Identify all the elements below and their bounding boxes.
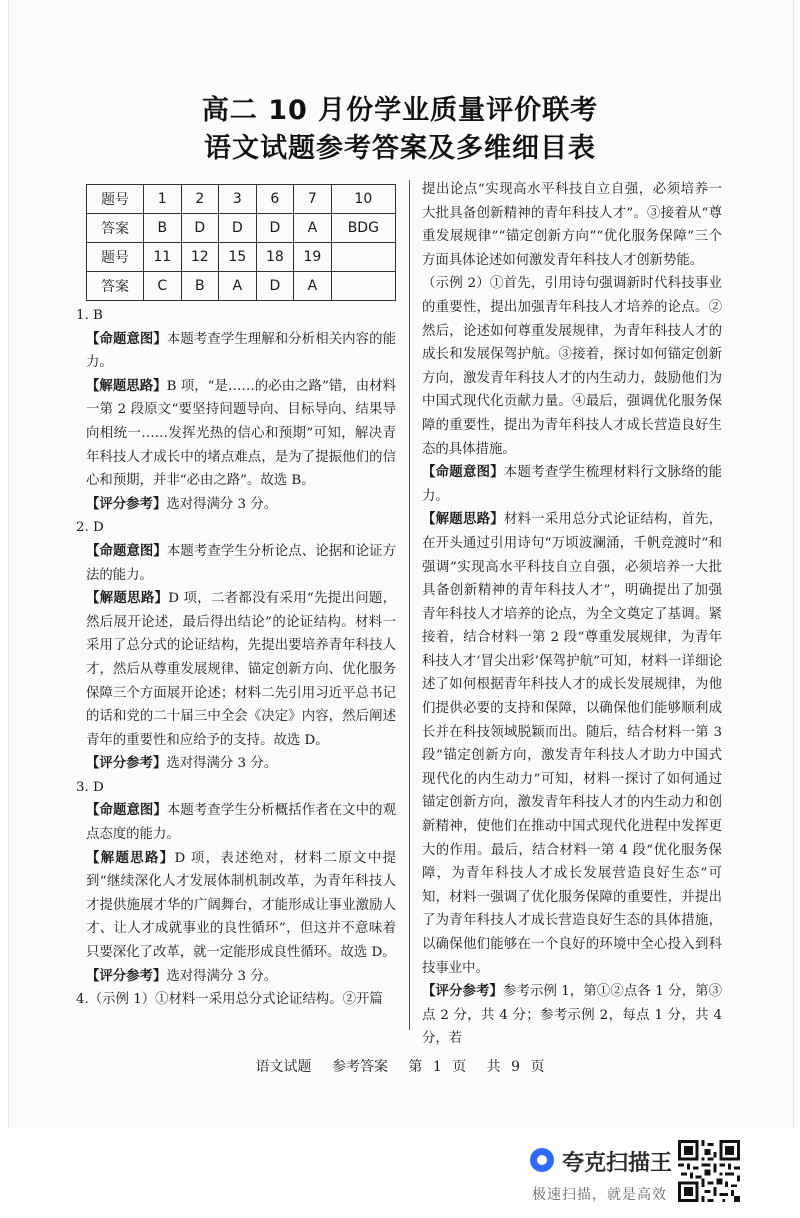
- answer-table-cell: B: [181, 272, 219, 301]
- paragraph-text: 参考示例 1，第①②点各 1 分，第③点 2 分，共 4 分；参考示例 2，每点 1 分，共 4 分，若: [422, 984, 723, 1047]
- answer-table-cell: 6: [256, 185, 294, 214]
- section-tag: 【解题思路】: [422, 511, 504, 528]
- answer-table-cell: 18: [256, 243, 294, 272]
- answer-table-cell: D: [181, 214, 219, 243]
- section-tag: 【解题思路】: [86, 590, 169, 607]
- paragraph-text: D 项，二者都没有采用“先提出问题，然后展开论述，最后得出结论”的论证结构。材料一采用了总分式的论证结构，先提出要培养青年科技人才，然后从尊重发展规律、锚定创新方向、优化服务保障三个方面展开论述；材料二先引用习近平总书记的话和党的二十届三中全会《决定》内容，然后阐述青年的重要性和应给予的支持。故选 D。: [86, 591, 397, 748]
- answer-table-row: [87, 185, 396, 214]
- paragraph: [86, 493, 396, 517]
- section-tag: 【命题意图】: [422, 464, 504, 481]
- answer-table-cell: B: [144, 214, 182, 243]
- section-tag: 【解题思路】: [86, 849, 175, 866]
- section-tag: 【评分参考】: [86, 967, 167, 984]
- footer-page: 第 1 页: [408, 1059, 467, 1075]
- paragraph: [422, 272, 722, 461]
- paragraph-text: 材料一采用总分式论证结构，首先，在开头通过引用诗句“万顷波澜涌，千帆竞渡时”和强调“实现高水平科技自立自强，必须培养一大批具备创新精神的青年科技人才”，明确提出了加强青年科技人才培养的论点，为全文奠定了基调。紧接着，结合材料一第 2 段“尊重发展规律，为青年科技人才‘冒尖出彩’保驾护航”可知，材料一详细论述了如何根据青年科技人才的成长发展规律，为他们提供必要的支持和保障，以确保他们能够顺利成长并在科技领域脱颖而出。随后，结合材料一第 3 段“锚定创新方向，激发青年科技人才助力中国式现代化的内生动力”可知，材料一探讨了如何通过锚定创新方向，激发青年科技人才的内生动力和创新精神，使他们在推动中国式现代化进程中发挥更大的作用。最后，结合材料一第 4 段“优化服务保障，为青年科技人才成长发展营造良好生态”可知，材料一强调了优化服务保障的重要性，并提出了为青年科技人才成长营造良好生态的具体措施，以确保他们能够在一个良好的环境中全心投入到科技事业中。: [422, 512, 723, 976]
- paragraph-text: 选对得满分 3 分。: [166, 756, 278, 772]
- column-divider: [409, 180, 410, 1030]
- section-tag: 【评分参考】: [422, 983, 503, 1000]
- section-tag: 【命题意图】: [86, 330, 167, 347]
- answer-table-cell: 15: [219, 243, 257, 272]
- page-footer: [0, 1056, 800, 1076]
- answer-table-cell: A: [294, 272, 332, 301]
- answer-table-cell: 11: [144, 243, 182, 272]
- paragraph: [86, 375, 396, 493]
- page-subtitle: 语文试题参考答案及多维细目表: [204, 133, 596, 164]
- paragraph: [86, 328, 396, 375]
- section-tag: 【命题意图】: [86, 542, 167, 559]
- answer-table-cell: 12: [181, 243, 219, 272]
- paragraph-text: 本题考查学生梳理材料行文脉络的能力。: [422, 465, 723, 504]
- answer-table: [86, 184, 396, 301]
- paragraph: [422, 461, 722, 508]
- section-tag: 【解题思路】: [86, 377, 167, 394]
- paragraph: [86, 965, 396, 989]
- answer-table-cell: A: [294, 214, 332, 243]
- paragraph-text: 本题考查学生分析概括作者在文中的观点态度的能力。: [86, 803, 397, 843]
- answer-table-cell: 19: [294, 243, 332, 272]
- page-title: 高二 10 月份学业质量评价联考: [201, 95, 599, 126]
- paragraph-text: D 项，表述绝对，材料二原文中提到“继续深化人才发展体制机制改革，为青年科技人才提供施展才华的广阔舞台，才能形成让事业激励人才、让人才成就事业的良性循环”，但这并不意味着只要深化了改革，就一定能形成良性循环。故选 D。: [86, 850, 396, 961]
- answer-table-cell: 3: [219, 185, 257, 214]
- paragraph: [422, 178, 722, 272]
- paragraph: [86, 540, 396, 587]
- right-text: [422, 178, 722, 1051]
- qr-code-icon: [678, 1140, 740, 1202]
- answer-table-cell: 10: [331, 185, 395, 214]
- answer-table-row: [87, 214, 396, 243]
- paragraph: [86, 587, 396, 752]
- section-tag: 【命题意图】: [86, 802, 167, 819]
- right-column: [422, 178, 722, 1051]
- paragraph-text: 本题考查学生分析论点、论据和论证方法的能力。: [86, 543, 397, 583]
- answer-table-cell: 1: [144, 185, 182, 214]
- answer-table-header-cell: 题号: [87, 243, 144, 272]
- answer-table-header-cell: 答案: [87, 214, 144, 243]
- answer-table-cell: D: [219, 214, 257, 243]
- paragraph: [422, 980, 722, 1051]
- answer-table-cell: D: [256, 214, 294, 243]
- scanner-slogan: 极速扫描，就是高效: [532, 1187, 667, 1203]
- answer-table-cell: [331, 272, 395, 301]
- scanner-brand: 夸克扫描王: [562, 1151, 673, 1176]
- paragraph-text: 选对得满分 3 分。: [166, 968, 278, 984]
- footer-subject: 语文试题: [255, 1059, 312, 1075]
- footer-doc: 参考答案: [331, 1059, 388, 1075]
- answer-table-header-cell: 答案: [87, 272, 144, 301]
- answer-table-cell: 7: [294, 185, 332, 214]
- section-tag: 【评分参考】: [86, 495, 167, 512]
- footer-total: 共 9 页: [486, 1059, 545, 1075]
- left-text: [76, 304, 397, 1012]
- paragraph: [86, 799, 396, 846]
- question-number: 3. D: [76, 779, 104, 795]
- answer-table-cell: BDG: [331, 214, 395, 243]
- left-column: [76, 184, 397, 1012]
- paragraph-text: 本题考查学生理解和分析相关内容的能力。: [86, 331, 397, 371]
- paragraph-text: （示例 2）①首先，引用诗句强调新时代科技事业的重要性，提出加强青年科技人才培养的论点。②然后，论述如何尊重发展规律，为青年科技人才的成长和发展保驾护航。③接着，探讨如何锚定创新方向，激发青年科技人才的内生动力，鼓励他们为中国式现代化贡献力量。④最后，强调优化服务保障的重要性，提出为青年科技人才成长营造良好生态的具体措施。: [422, 276, 722, 457]
- paragraph: [86, 847, 396, 965]
- answer-table-cell: C: [144, 272, 182, 301]
- answer-table-cell: D: [256, 272, 294, 301]
- paragraph-text: B 项，“是……的必由之路”错，由材料一第 2 段原文“要坚持问题导向、目标导向、结果导向相统一……发挥光热的信心和预期”可知，解决青年科技人才成长中的堵点难点，是为了提振他们的信心和预期，并非“必由之路”。故选 B。: [86, 378, 396, 489]
- section-tag: 【评分参考】: [86, 755, 167, 772]
- answer-table-cell: [331, 243, 395, 272]
- paragraph-text: 提出论点“实现高水平科技自立自强，必须培养一大批具备创新精神的青年科技人才”。③接着从“尊重发展规律”“锚定创新方向”“优化服务保障”三个方面具体论述如何激发青年科技人才创新势能。: [422, 182, 722, 268]
- paragraph: [422, 508, 722, 980]
- answer-table-header-cell: 题号: [87, 185, 144, 214]
- question-number: 2. D: [76, 520, 104, 536]
- answer-table-row: [87, 272, 396, 301]
- paragraph-text: 选对得满分 3 分。: [166, 496, 278, 512]
- paragraph: [86, 752, 396, 776]
- question-number: 4.（示例 1）①材料一采用总分式论证结构。②开篇: [76, 992, 383, 1008]
- answer-table-cell: A: [219, 272, 257, 301]
- question-number: 1. B: [76, 308, 103, 323]
- scanner-logo-icon: [530, 1148, 554, 1172]
- answer-table-row: [87, 243, 396, 272]
- answer-table-cell: 2: [181, 185, 219, 214]
